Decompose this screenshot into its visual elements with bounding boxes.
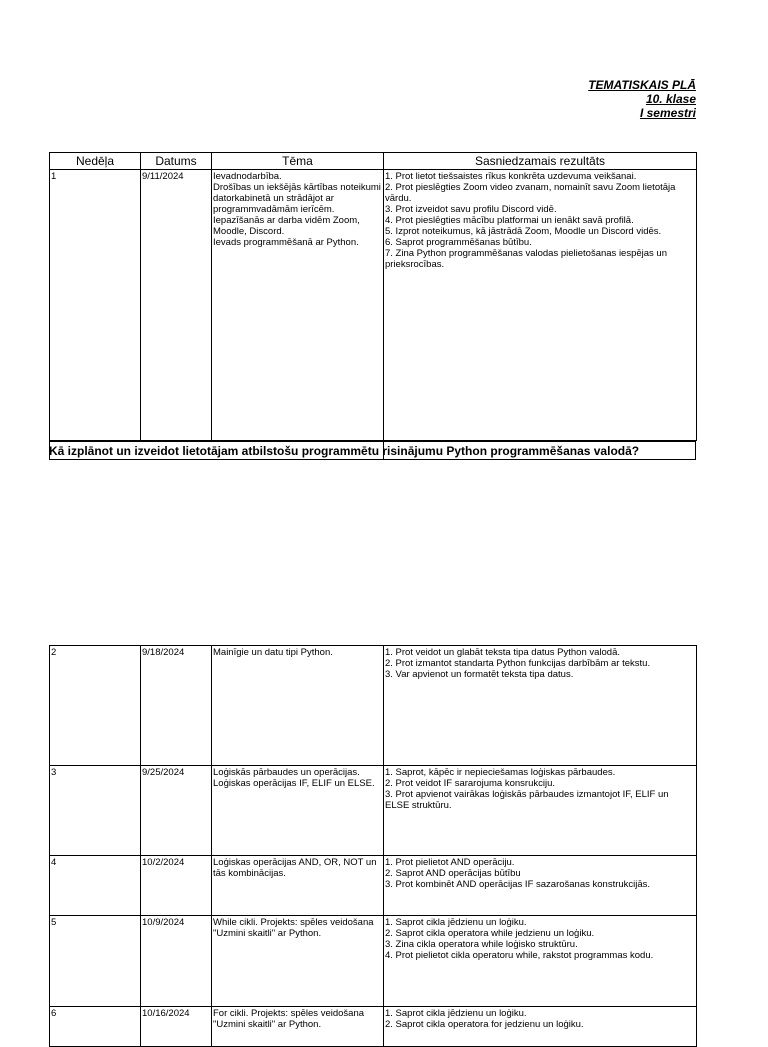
date-cell: 10/2/2024 [141,856,212,916]
column-header-week: Nedēļa [50,153,141,170]
topic-cell: Loģiskas operācijas AND, OR, NOT un tās kombinācijas. [212,856,384,916]
result-cell: 1. Saprot cikla jēdzienu un loģiku. 2. Saprot cikla operatora for jedzienu un loģiku. [384,1007,697,1047]
date-cell: 10/16/2024 [141,1007,212,1047]
column-header-topic: Tēma [212,153,384,170]
result-cell: 1. Saprot cikla jēdzienu un loģiku. 2. Saprot cikla operatora while jedzienu un loģiku. 3. Zina cikla operatora while loģisko struktūru. 4. Prot pielietot cikla operatoru while, rakstot programmas kodu. [384,916,697,1007]
grade-label: 10. klase [645,92,696,106]
topic-cell: Ievadnodarbība. Drošības un iekšējās kārtības noteikumi datorkabinetā un strādājot ar programmvadāmām ierīcēm. Iepazīšanās ar darba vidēm Zoom, Moodle, Discord. Ievads programmēšanā ar Python. [212,170,384,441]
topic-cell: While cikli. Projekts: spēles veidošana "Uzmini skaitli" ar Python. [212,916,384,1007]
week-cell: 5 [50,916,141,1007]
plan-table-bottom [49,645,697,1047]
plan-title: TEMATISKAIS PLĀ [588,78,696,92]
date-cell: 10/9/2024 [141,916,212,1007]
semester-label: I semestri [639,106,696,120]
result-cell: 1. Saprot, kāpēc ir nepieciešamas loģiskas pārbaudes. 2. Prot veidot IF sararojuma konsrukciju. 3. Prot apvienot vairākas loģiskās pārbaudes izmantojot IF, ELIF un ELSE struktūru. [384,766,697,856]
week-cell: 3 [50,766,141,856]
table-row [50,856,697,916]
column-header-result: Sasniedzamais rezultāts [384,153,697,170]
week-cell: 2 [50,646,141,766]
result-cell: 1. Prot pielietot AND operāciju. 2. Saprot AND operācijas būtību 3. Prot kombinēt AND operācijas IF sazarošanas konstrukcijās. [384,856,697,916]
date-cell: 9/25/2024 [141,766,212,856]
table-row [50,646,697,766]
topic-cell: Mainīgie un datu tipi Python. [212,646,384,766]
date-cell: 9/11/2024 [141,170,212,441]
week-cell: 6 [50,1007,141,1047]
week-cell: 1 [50,170,141,441]
result-cell: 1. Prot veidot un glabāt teksta tipa datus Python valodā. 2. Prot izmantot standarta Python funkcijas darbībām ar tekstu. 3. Var apvienot un formatēt teksta tipa datus. [384,646,697,766]
table-row [50,766,697,856]
topic-cell: For cikli. Projekts: spēles veidošana "Uzmini skaitli" ar Python. [212,1007,384,1047]
table-row [50,1007,697,1047]
date-cell: 9/18/2024 [141,646,212,766]
table-row [50,916,697,1007]
topic-cell: Loģiskās pārbaudes un operācijas. Loģiskas operācijas IF, ELIF un ELSE. [212,766,384,856]
result-cell: 1. Prot lietot tiešsaistes rīkus konkrēta uzdevuma veikšanai. 2. Prot pieslēgties Zoom video zvanam, nomainīt savu Zoom lietotāja vārdu. 3. Prot izveidot savu profilu Discord vidē. 4. Prot pieslēgties mācību platformai un ienākt savā profilā. 5. Izprot noteikumus, kā jāstrādā Zoom, Moodle un Discord vidēs. 6. Saprot programmēšanas būtību. 7. Zina Python programmēšanas valodas pielietošanas iespējas un prieksrocības. [384,170,697,441]
week-cell: 4 [50,856,141,916]
document-header [560,78,696,124]
table-header-row [50,153,697,170]
plan-table-top [49,152,697,441]
table-row [50,170,697,441]
column-header-date: Datums [141,153,212,170]
guiding-question: Kā izplānot un izveidot lietotājam atbilstošu programmētu risinājumu Python programmēšanas valodā? [49,444,640,458]
